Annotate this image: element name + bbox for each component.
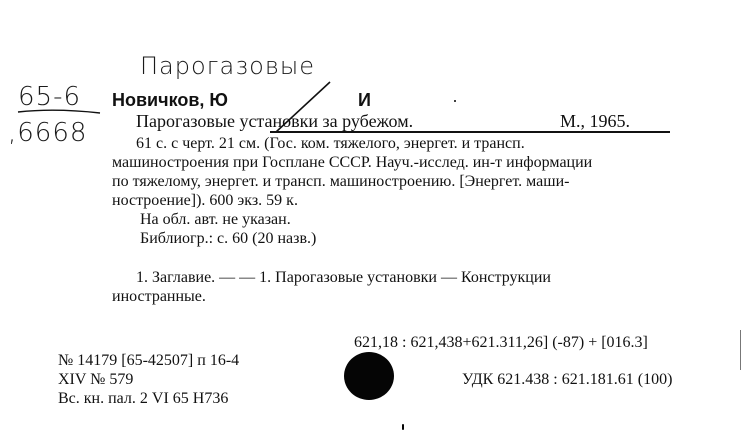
note-author-not-stated: На обл. авт. не указан.: [140, 211, 291, 228]
pen-underline-stroke: [18, 110, 100, 113]
footer-line-2: XIV № 579: [58, 371, 134, 388]
ink-speck: [740, 330, 741, 370]
place-year: М., 1965.: [560, 111, 631, 131]
author-initial-letter: И: [358, 90, 371, 110]
book-title: Парогазовые установки за рубежом.: [136, 111, 414, 131]
tracing-line-1: 1. Заглавие. — — 1. Парогазовые установки — Конструкции: [136, 269, 551, 286]
handwritten-subject-note: Парогазовые: [140, 52, 316, 80]
handwritten-call-number-top: 65-6: [18, 82, 82, 112]
ink-speck: [454, 100, 456, 102]
udc-code: УДК 621.438 : 621.181.61 (100): [462, 371, 673, 388]
description-line-4: ностроение]). 600 экз. 59 к.: [112, 192, 298, 209]
description-line-1: 61 с. с черт. 21 см. (Гос. ком. тяжелого, энергет. и трансп.: [136, 135, 525, 152]
title-underline: [270, 131, 670, 133]
card-punch-hole: [344, 352, 394, 400]
class-code: 621,18 : 621,438+621.311,26] (-87) + [016.3]: [354, 334, 648, 351]
description-line-3: по тяжелому, энергет. и трансп. машиностроению. [Энергет. маши-: [112, 173, 570, 190]
footer-line-1: № 14179 [65-42507] п 16-4: [58, 352, 240, 369]
ink-speck: [402, 424, 404, 430]
author-name: Новичков, Ю: [112, 90, 228, 110]
handwritten-call-number-bottom: ,6668: [8, 118, 88, 148]
tracing-line-2: иностранные.: [112, 288, 206, 305]
note-bibliography: Библиогр.: с. 60 (20 назв.): [140, 230, 317, 247]
footer-line-3: Вс. кн. пал. 2 VI 65 Н736: [58, 390, 229, 407]
description-line-2: машиностроения при Госплане СССР. Науч.-исслед. ин-т информации: [112, 154, 593, 171]
